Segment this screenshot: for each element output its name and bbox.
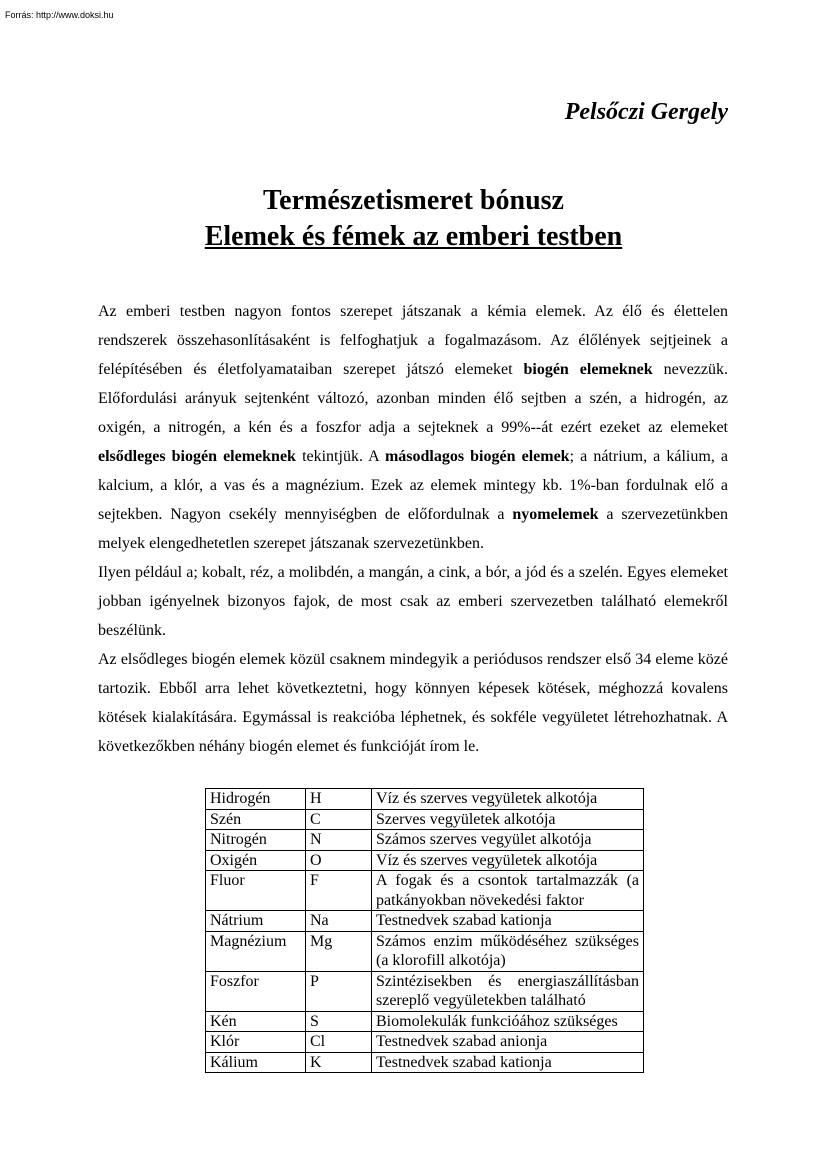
table-row — [206, 911, 644, 932]
element-symbol-cell: F — [306, 871, 372, 911]
element-symbol-cell: O — [306, 850, 372, 871]
element-function-cell: Számos szerves vegyület alkotója — [372, 830, 644, 851]
table-row — [206, 871, 644, 911]
element-symbol-cell: N — [306, 830, 372, 851]
table-row — [206, 1052, 644, 1073]
text-run: ; a nátrium, a kálium, a kalcium, a klór, a vas és a magnézium. Ezek az elemek mintegy kb. 1%-ban fordulnak elő a sejtekben. Nagyon csekély mennyiségben de előfordulnak a — [98, 448, 729, 523]
element-function-cell: Szintézisekben és energiaszállításban szereplő vegyületekben található — [372, 971, 644, 1011]
term-biogen-elements: biogén elemeknek — [523, 361, 653, 378]
element-name-cell: Szén — [206, 809, 306, 830]
element-function-cell: Számos enzim működéséhez szükséges (a klorofill alkotója) — [372, 931, 644, 971]
element-symbol-cell: C — [306, 809, 372, 830]
element-function-cell: Testnedvek szabad kationja — [372, 1052, 644, 1073]
author-name: Pelsőczi Gergely — [564, 99, 728, 125]
element-name-cell: Kálium — [206, 1052, 306, 1073]
element-symbol-cell: Na — [306, 911, 372, 932]
element-symbol-cell: Mg — [306, 931, 372, 971]
paragraph-2: Ilyen például a; kobalt, réz, a molibdén, a mangán, a cink, a bór, a jód és a szelén. Egyes elemeket jobban igényelnek bizonyos fajok, de most csak az emberi szervezetben található elemekről beszélünk. — [98, 564, 728, 639]
element-name-cell: Nitrogén — [206, 830, 306, 851]
element-name-cell: Hidrogén — [206, 789, 306, 810]
table-row — [206, 850, 644, 871]
document-title: Természetismeret bónusz — [263, 185, 564, 216]
table-row — [206, 931, 644, 971]
document-subtitle: Elemek és fémek az emberi testben — [204, 221, 623, 252]
element-function-cell: Testnedvek szabad anionja — [372, 1032, 644, 1053]
text-run: nevezzük. Előfordulási arányuk sejtenként változó, azonban minden élő sejtben a szén, a hidrogén, az oxigén, a nitrogén, a kén és a foszfor adja a sejteknek a 99%--át ezért ezeket az elemeket — [98, 361, 729, 436]
element-name-cell: Nátrium — [206, 911, 306, 932]
table-row — [206, 1032, 644, 1053]
table-row — [206, 789, 644, 810]
text-run: a szervezetünkben melyek elengedhetetlen szerepet játszanak szervezetünkben. — [98, 506, 728, 552]
body-text — [98, 297, 728, 761]
table-row — [206, 809, 644, 830]
element-function-cell: Testnedvek szabad kationja — [372, 911, 644, 932]
element-function-cell: Biomolekulák funkcióához szükséges — [372, 1011, 644, 1032]
element-symbol-cell: P — [306, 971, 372, 1011]
element-function-cell: Szerves vegyületek alkotója — [372, 809, 644, 830]
term-trace-elements: nyomelemek — [512, 506, 599, 523]
paragraph-3: Az elsődleges biogén elemek közül csaknem mindegyik a periódusos rendszer első 34 eleme közé tartozik. Ebből arra lehet következtetni, hogy könnyen képesek kötések, méghozzá kovalens kötések kialakítására. Egymással is reakcióba léphetnek, és sokféle vegyületet létrehozhatnak. A következőkben néhány biogén elemet és funkcióját írom le. — [98, 651, 728, 755]
element-name-cell: Magnézium — [206, 931, 306, 971]
source-watermark: Forrás: http://www.doksi.hu — [5, 10, 114, 20]
element-function-cell: A fogak és a csontok tartalmazzák (a patkányokban növekedési faktor — [372, 871, 644, 911]
element-name-cell: Klór — [206, 1032, 306, 1053]
element-name-cell: Oxigén — [206, 850, 306, 871]
paragraph-1 — [98, 297, 728, 558]
element-name-cell: Foszfor — [206, 971, 306, 1011]
table-row — [206, 1011, 644, 1032]
term-primary-biogen-elements: elsődleges biogén elemeknek — [98, 448, 296, 465]
term-secondary-biogen-elements: másodlagos biogén elemek — [384, 448, 570, 465]
element-symbol-cell: Cl — [306, 1032, 372, 1053]
element-symbol-cell: S — [306, 1011, 372, 1032]
elements-table — [205, 788, 644, 1073]
element-name-cell: Kén — [206, 1011, 306, 1032]
table-row — [206, 971, 644, 1011]
text-run: tekintjük. A — [295, 448, 385, 465]
element-symbol-cell: H — [306, 789, 372, 810]
text-run: Az emberi testben nagyon fontos szerepet játszanak a kémia elemek. Az élő és élettelen rendszerek összehasonlításaként is felfoghatjuk a fogalmazásom. Az élőlények sejtjeinek a felépítésében és életfolyamataiban szerepet játszó elemeket — [98, 303, 728, 378]
element-function-cell: Víz és szerves vegyületek alkotója — [372, 850, 644, 871]
element-name-cell: Fluor — [206, 871, 306, 911]
element-function-cell: Víz és szerves vegyületek alkotója — [372, 789, 644, 810]
table-row — [206, 830, 644, 851]
element-symbol-cell: K — [306, 1052, 372, 1073]
